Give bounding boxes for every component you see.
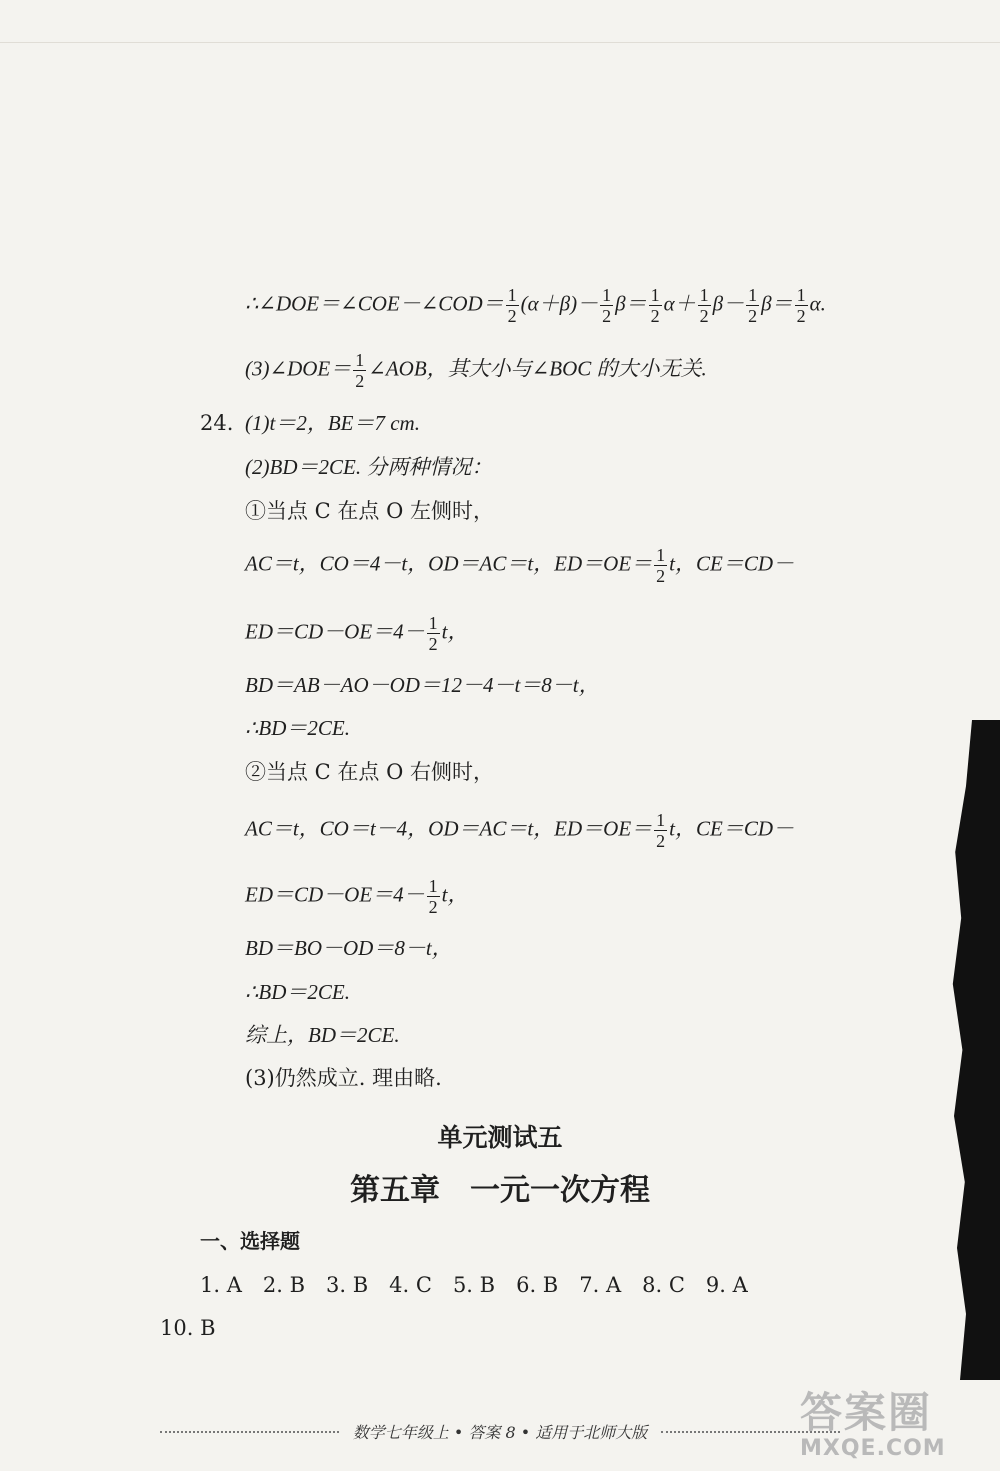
- eq-text: β＝: [761, 291, 793, 316]
- answer-24-2: (2)BD＝2CE. 分两种情况：: [245, 455, 493, 479]
- fraction: $\frac{1}{2}$: [796, 285, 806, 326]
- eq-text: β－: [712, 291, 745, 316]
- case-1-line-2: ED＝CD－OE＝4－ $\frac{1}{2}$ t，: [245, 613, 469, 654]
- answer-24-3: (3)仍然成立. 理由略.: [245, 1066, 442, 1090]
- eq-text: (α＋β)－: [520, 291, 599, 316]
- answer-key-row: 1. A 2. B 3. B 4. C 5. B 6. B 7. A 8. C 9. A: [200, 1273, 748, 1297]
- equation-line-doe: [245, 285, 826, 326]
- answer-24-1: (1)t＝2，BE＝7 cm.: [245, 411, 420, 435]
- chapter-title: 第五章 一元一次方程: [350, 1173, 650, 1208]
- eq-text: α＋: [663, 291, 696, 316]
- case-1-line-1: AC＝t，CO＝4－t，OD＝AC＝t，ED＝OE＝ $\frac{1}{2}$ t，CE＝CD－: [245, 545, 795, 586]
- footer-rule: [160, 1431, 339, 1433]
- footer-text: 数学七年级上 • 答案 8 • 适用于北师大版: [352, 1423, 648, 1442]
- case-2-heading: ②当点 C 在点 O 右侧时，: [245, 760, 494, 784]
- case-2-line-1: AC＝t，CO＝t－4，OD＝AC＝t，ED＝OE＝ $\frac{1}{2}$ t，CE＝CD－: [245, 810, 795, 851]
- answer-key-row: 10. B: [160, 1316, 216, 1340]
- eq-text: β＝: [615, 291, 647, 316]
- answer-23-3: (3)∠DOE＝ $\frac{1}{2}$ ∠AOB，其大小与∠BOC 的大小无关.: [245, 350, 707, 391]
- page-footer: [160, 1420, 840, 1443]
- page-edge: [0, 42, 1000, 43]
- fraction: $\frac{1}{2}$: [355, 350, 365, 391]
- watermark-logo: 答案圈 MXQE.COM: [800, 1388, 946, 1461]
- fraction: $\frac{1}{2}$: [507, 285, 517, 326]
- question-number-24: 24.: [200, 411, 234, 435]
- fraction: $\frac{1}{2}$: [656, 810, 666, 851]
- case-2-line-3: BD＝BO－OD＝8－t，: [245, 936, 453, 960]
- case-1-heading: ①当点 C 在点 O 左侧时，: [245, 499, 494, 523]
- case-2-conclusion: ∴BD＝2CE.: [245, 980, 350, 1004]
- fraction: $\frac{1}{2}$: [428, 876, 438, 917]
- fraction: $\frac{1}{2}$: [428, 613, 438, 654]
- section-heading: 一、选择题: [200, 1229, 300, 1253]
- eq-text: α.: [809, 291, 826, 316]
- torn-edge-shadow: [948, 720, 1000, 1380]
- fraction: $\frac{1}{2}$: [656, 545, 666, 586]
- summary-line: 综上，BD＝2CE.: [245, 1023, 400, 1047]
- fraction: $\frac{1}{2}$: [699, 285, 709, 326]
- case-1-conclusion: ∴BD＝2CE.: [245, 716, 350, 740]
- eq-text: ∴∠DOE＝∠COE－∠COD＝: [245, 291, 504, 316]
- fraction: $\frac{1}{2}$: [602, 285, 612, 326]
- fraction: $\frac{1}{2}$: [650, 285, 660, 326]
- case-1-line-3: BD＝AB－AO－OD＝12－4－t＝8－t，: [245, 673, 600, 697]
- unit-test-title: 单元测试五: [437, 1123, 563, 1152]
- case-2-line-2: ED＝CD－OE＝4－ $\frac{1}{2}$ t，: [245, 876, 469, 917]
- fraction: $\frac{1}{2}$: [748, 285, 758, 326]
